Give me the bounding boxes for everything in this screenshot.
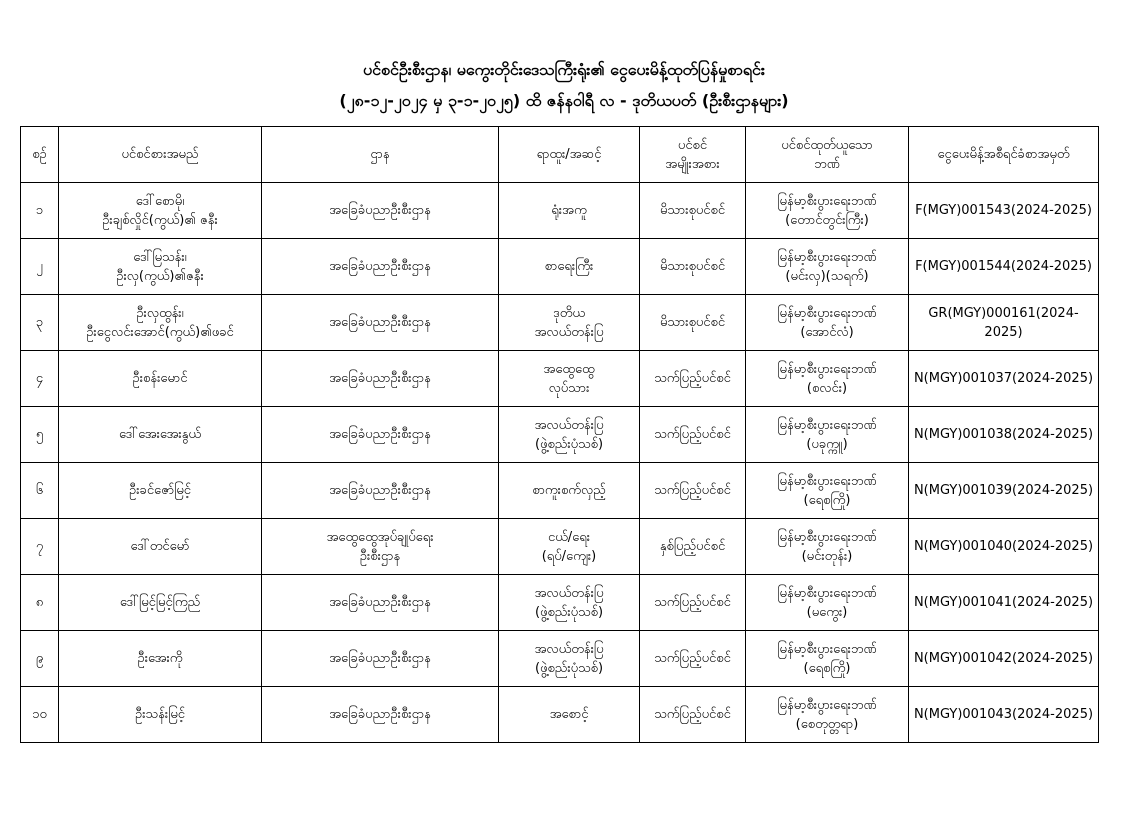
table-row xyxy=(21,183,1099,239)
cell-bank-line2: (စေတုတ္တရာ) xyxy=(795,716,859,732)
cell-bank-line2: (အောင်လံ) xyxy=(800,324,854,340)
cell-bank xyxy=(746,407,909,463)
cell-rank: စာရေးကြီး xyxy=(499,239,640,295)
cell-type: မိသားစုပင်စင် xyxy=(640,239,746,295)
header-rank: ရာထူး/အဆင့် xyxy=(499,127,640,183)
cell-rank-line1: ငယ်/ရေး xyxy=(547,529,591,545)
cell-bank xyxy=(746,463,909,519)
cell-type: သက်ပြည့်ပင်စင် xyxy=(640,351,746,407)
header-order: ငွေပေးမိန့်အစီရင်ခံစာအမှတ် xyxy=(909,127,1099,183)
cell-order: N(MGY)001037(2024-2025) xyxy=(909,351,1099,407)
cell-dept: အခြေခံပညာဦးစီးဌာန xyxy=(262,239,499,295)
cell-type: မိသားစုပင်စင် xyxy=(640,295,746,351)
cell-name xyxy=(59,183,262,239)
cell-type: မိသားစုပင်စင် xyxy=(640,183,746,239)
cell-rank-line2: လုပ်သား xyxy=(548,380,590,396)
cell-rank-line1: အလယ်တန်းပြ xyxy=(534,585,604,601)
cell-name xyxy=(59,239,262,295)
table-row xyxy=(21,295,1099,351)
cell-dept: အခြေခံပညာဦးစီးဌာန xyxy=(262,407,499,463)
cell-name-line2: ဦးလှ(ကွယ်)၏ဇနီး xyxy=(116,268,204,284)
table-row xyxy=(21,239,1099,295)
cell-dept xyxy=(262,519,499,575)
cell-dept: အခြေခံပညာဦးစီးဌာန xyxy=(262,687,499,743)
cell-bank-line1: မြန်မာ့စီးပွားရေးဘဏ် xyxy=(777,249,877,265)
cell-bank-line1: မြန်မာ့စီးပွားရေးဘဏ် xyxy=(777,473,877,489)
cell-rank xyxy=(499,631,640,687)
cell-name-line1: ဒေါ်မြသန်း၊ xyxy=(133,249,187,265)
table-row xyxy=(21,407,1099,463)
cell-rank xyxy=(499,295,640,351)
cell-order: N(MGY)001039(2024-2025) xyxy=(909,463,1099,519)
cell-name-line1: ဒေါ်စောမို၊ xyxy=(135,193,185,209)
table-row xyxy=(21,631,1099,687)
cell-bank-line2: (မကွေး) xyxy=(806,604,848,620)
cell-name: ဒေါ်တင်မော် xyxy=(59,519,262,575)
cell-bank-line1: မြန်မာ့စီးပွားရေးဘဏ် xyxy=(777,641,877,657)
cell-order: N(MGY)001041(2024-2025) xyxy=(909,575,1099,631)
cell-dept: အခြေခံပညာဦးစီးဌာန xyxy=(262,351,499,407)
cell-bank-line1: မြန်မာ့စီးပွားရေးဘဏ် xyxy=(777,193,877,209)
cell-bank-line2: (မင်းလှ)(သရက်) xyxy=(785,268,869,284)
cell-rank-line2: (ဖွဲ့စည်းပုံသစ်) xyxy=(534,436,604,452)
cell-name: ဒေါ်မြင့်မြင့်ကြည် xyxy=(59,575,262,631)
cell-bank-line2: (ပခုက္ကူ) xyxy=(806,436,848,452)
cell-rank-line1: အထွေထွေ xyxy=(543,361,595,377)
cell-no: ၃ xyxy=(21,295,59,351)
cell-dept: အခြေခံပညာဦးစီးဌာန xyxy=(262,463,499,519)
header-type xyxy=(640,127,746,183)
cell-name: ဦးအေးကို xyxy=(59,631,262,687)
cell-rank-line2: အလယ်တန်းပြ xyxy=(534,324,604,340)
cell-type: သက်ပြည့်ပင်စင် xyxy=(640,631,746,687)
cell-bank xyxy=(746,631,909,687)
cell-dept-line1: အထွေထွေအုပ်ချုပ်ရေး xyxy=(326,529,434,545)
cell-dept-line2: ဦးစီးဌာန xyxy=(359,548,401,564)
cell-bank-line2: (မင်းတုန်း) xyxy=(801,548,853,564)
cell-dept: အခြေခံပညာဦးစီးဌာန xyxy=(262,295,499,351)
table-row xyxy=(21,351,1099,407)
cell-bank xyxy=(746,239,909,295)
header-type-line1: ပင်စင် xyxy=(677,137,708,153)
cell-no: ၉ xyxy=(21,631,59,687)
cell-bank xyxy=(746,575,909,631)
cell-name-line1: ဦးလှထွန်း၊ xyxy=(136,305,184,321)
cell-order: N(MGY)001040(2024-2025) xyxy=(909,519,1099,575)
header-bank xyxy=(746,127,909,183)
cell-dept: အခြေခံပညာဦးစီးဌာန xyxy=(262,575,499,631)
cell-no: ၂ xyxy=(21,239,59,295)
cell-bank-line2: (ရေစကြို) xyxy=(803,660,851,676)
cell-no: ၁၀ xyxy=(21,687,59,743)
cell-no: ၁ xyxy=(21,183,59,239)
cell-type: သက်ပြည့်ပင်စင် xyxy=(640,407,746,463)
cell-rank xyxy=(499,575,640,631)
header-no: စဉ် xyxy=(21,127,59,183)
cell-order: F(MGY)001543(2024-2025) xyxy=(909,183,1099,239)
cell-dept: အခြေခံပညာဦးစီးဌာန xyxy=(262,631,499,687)
table-row xyxy=(21,687,1099,743)
cell-type: နှစ်ပြည့်ပင်စင် xyxy=(640,519,746,575)
cell-rank-line1: အလယ်တန်းပြ xyxy=(534,417,604,433)
cell-bank xyxy=(746,687,909,743)
cell-no: ၄ xyxy=(21,351,59,407)
cell-rank-line1: ဒုတိယ xyxy=(552,305,586,321)
cell-rank xyxy=(499,519,640,575)
cell-order: N(MGY)001042(2024-2025) xyxy=(909,631,1099,687)
document-title: ပင်စင်ဦးစီးဌာန၊ မကွေးတိုင်းဒေသကြီးရုံး၏ ငွေပေးမိန့်ထုတ်ပြန်မှုစာရင်း xyxy=(363,60,765,79)
cell-bank-line2: (တောင်တွင်းကြီး) xyxy=(785,212,869,228)
cell-bank xyxy=(746,519,909,575)
cell-name: ဦးစန်းမောင် xyxy=(59,351,262,407)
pension-table xyxy=(20,126,1099,743)
cell-dept: အခြေခံပညာဦးစီးဌာန xyxy=(262,183,499,239)
header-bank-line1: ပင်စင်ထုတ်ယူသော xyxy=(781,137,873,153)
cell-rank xyxy=(499,407,640,463)
cell-bank xyxy=(746,351,909,407)
cell-bank xyxy=(746,295,909,351)
cell-bank-line1: မြန်မာ့စီးပွားရေးဘဏ် xyxy=(777,585,877,601)
cell-bank-line1: မြန်မာ့စီးပွားရေးဘဏ် xyxy=(777,305,877,321)
table-row xyxy=(21,519,1099,575)
cell-bank-line1: မြန်မာ့စီးပွားရေးဘဏ် xyxy=(777,697,877,713)
table-row xyxy=(21,575,1099,631)
cell-order: N(MGY)001043(2024-2025) xyxy=(909,687,1099,743)
cell-bank-line1: မြန်မာ့စီးပွားရေးဘဏ် xyxy=(777,361,877,377)
document-subtitle: (၂၈-၁၂-၂၀၂၄ မှ ၃-၁-၂၀၂၅) ထိ ဇန်နဝါရီ လ - ဒုတိယပတ် (ဦးစီးဌာနများ) xyxy=(339,91,789,110)
cell-order: F(MGY)001544(2024-2025) xyxy=(909,239,1099,295)
cell-bank xyxy=(746,183,909,239)
cell-name: ဦးခင်ဇော်မြင့် xyxy=(59,463,262,519)
header-name: ပင်စင်စားအမည် xyxy=(59,127,262,183)
cell-rank: ရုံးအကူ xyxy=(499,183,640,239)
cell-no: ၈ xyxy=(21,575,59,631)
cell-type: သက်ပြည့်ပင်စင် xyxy=(640,687,746,743)
cell-bank-line2: (ရေစကြို) xyxy=(803,492,851,508)
cell-order: GR(MGY)000161(2024-2025) xyxy=(909,295,1099,351)
cell-name: ဒေါ်အေးအေးနွယ် xyxy=(59,407,262,463)
cell-no: ၇ xyxy=(21,519,59,575)
cell-type: သက်ပြည့်ပင်စင် xyxy=(640,575,746,631)
cell-rank: စာကူးစက်လှည့် xyxy=(499,463,640,519)
cell-bank-line1: မြန်မာ့စီးပွားရေးဘဏ် xyxy=(777,417,877,433)
cell-no: ၅ xyxy=(21,407,59,463)
cell-name xyxy=(59,295,262,351)
cell-order: N(MGY)001038(2024-2025) xyxy=(909,407,1099,463)
header-dept: ဌာန xyxy=(262,127,499,183)
cell-no: ၆ xyxy=(21,463,59,519)
cell-bank-line1: မြန်မာ့စီးပွားရေးဘဏ် xyxy=(777,529,877,545)
cell-rank-line2: (ရပ်/ကျေး) xyxy=(541,548,597,564)
cell-rank-line2: (ဖွဲ့စည်းပုံသစ်) xyxy=(534,604,604,620)
cell-name: ဦးသန်းမြင့် xyxy=(59,687,262,743)
header-bank-line2: ဘဏ် xyxy=(814,156,840,172)
table-row xyxy=(21,463,1099,519)
cell-bank-line2: (စလင်း) xyxy=(806,380,848,396)
table-header-row xyxy=(21,127,1099,183)
cell-name-line2: ဦးငွေလင်းအောင်(ကွယ်)၏ဖခင် xyxy=(86,324,234,340)
cell-type: သက်ပြည့်ပင်စင် xyxy=(640,463,746,519)
cell-name-line2: ဦးချစ်လှိုင်(ကွယ်)၏ ဇနီး xyxy=(102,212,218,228)
cell-rank xyxy=(499,351,640,407)
cell-rank-line1: အလယ်တန်းပြ xyxy=(534,641,604,657)
header-type-line2: အမျိုးအစား xyxy=(665,156,720,172)
cell-rank: အစောင့် xyxy=(499,687,640,743)
cell-rank-line2: (ဖွဲ့စည်းပုံသစ်) xyxy=(534,660,604,676)
